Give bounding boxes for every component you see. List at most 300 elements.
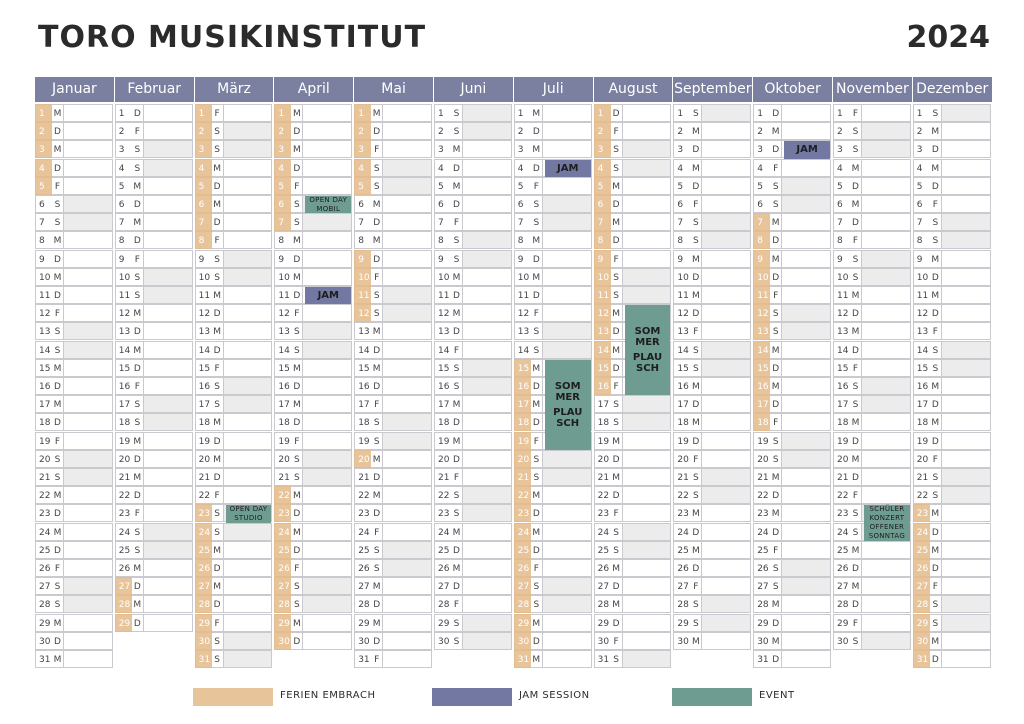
day-cell[interactable]: [701, 140, 751, 158]
day-cell[interactable]: [462, 632, 512, 650]
day-cell[interactable]: [63, 177, 113, 195]
day-cell[interactable]: [382, 541, 432, 559]
day-cell[interactable]: [622, 523, 672, 541]
day-cell[interactable]: [861, 213, 911, 231]
day-cell[interactable]: [941, 359, 991, 377]
day-cell[interactable]: [781, 304, 831, 322]
day-cell[interactable]: [861, 595, 911, 613]
day-cell[interactable]: [462, 140, 512, 158]
day-cell[interactable]: [622, 559, 672, 577]
day-cell[interactable]: [302, 559, 352, 577]
day-cell[interactable]: [63, 577, 113, 595]
day-cell[interactable]: [542, 213, 592, 231]
day-cell[interactable]: [143, 541, 193, 559]
day-cell[interactable]: [223, 322, 273, 340]
day-cell[interactable]: [941, 432, 991, 450]
day-cell[interactable]: [462, 359, 512, 377]
day-cell[interactable]: [941, 322, 991, 340]
day-cell[interactable]: [462, 523, 512, 541]
day-cell[interactable]: [542, 268, 592, 286]
day-cell[interactable]: [302, 304, 352, 322]
day-cell[interactable]: [781, 614, 831, 632]
day-cell[interactable]: [542, 632, 592, 650]
day-cell[interactable]: [781, 286, 831, 304]
day-cell[interactable]: [941, 595, 991, 613]
day-cell[interactable]: [701, 523, 751, 541]
day-cell[interactable]: [223, 432, 273, 450]
day-cell[interactable]: [781, 213, 831, 231]
day-cell[interactable]: [382, 268, 432, 286]
day-cell[interactable]: [861, 450, 911, 468]
day-cell[interactable]: [223, 104, 273, 122]
day-cell[interactable]: [861, 104, 911, 122]
day-cell[interactable]: [542, 250, 592, 268]
day-cell[interactable]: [941, 450, 991, 468]
day-cell[interactable]: [622, 159, 672, 177]
day-cell[interactable]: [542, 450, 592, 468]
day-cell[interactable]: [622, 450, 672, 468]
day-cell[interactable]: [861, 195, 911, 213]
day-cell[interactable]: [941, 250, 991, 268]
day-cell[interactable]: [143, 322, 193, 340]
day-cell[interactable]: [622, 413, 672, 431]
day-cell[interactable]: [382, 140, 432, 158]
day-cell[interactable]: [382, 177, 432, 195]
day-cell[interactable]: [941, 304, 991, 322]
day-cell[interactable]: [781, 195, 831, 213]
day-cell[interactable]: [223, 213, 273, 231]
day-cell[interactable]: [223, 468, 273, 486]
day-cell[interactable]: [63, 104, 113, 122]
day-cell[interactable]: [781, 632, 831, 650]
day-cell[interactable]: [382, 231, 432, 249]
day-cell[interactable]: [861, 341, 911, 359]
day-cell[interactable]: [542, 541, 592, 559]
day-cell[interactable]: [701, 359, 751, 377]
day-cell[interactable]: [302, 177, 352, 195]
day-cell[interactable]: [781, 177, 831, 195]
day-cell[interactable]: [781, 559, 831, 577]
day-cell[interactable]: [223, 177, 273, 195]
day-cell[interactable]: [302, 159, 352, 177]
day-cell[interactable]: [622, 250, 672, 268]
day-cell[interactable]: [223, 250, 273, 268]
day-cell[interactable]: [63, 523, 113, 541]
day-cell[interactable]: [941, 559, 991, 577]
day-cell[interactable]: [781, 504, 831, 522]
day-cell[interactable]: [542, 486, 592, 504]
day-cell[interactable]: [542, 286, 592, 304]
day-cell[interactable]: [223, 595, 273, 613]
day-cell[interactable]: [941, 177, 991, 195]
day-cell[interactable]: [941, 104, 991, 122]
day-cell[interactable]: [701, 595, 751, 613]
day-cell[interactable]: [462, 504, 512, 522]
day-cell[interactable]: [622, 140, 672, 158]
day-cell[interactable]: [223, 231, 273, 249]
day-cell[interactable]: [382, 195, 432, 213]
day-cell[interactable]: [701, 231, 751, 249]
day-cell[interactable]: [462, 450, 512, 468]
day-cell[interactable]: [861, 304, 911, 322]
day-cell[interactable]: [861, 268, 911, 286]
day-cell[interactable]: [701, 177, 751, 195]
jam-session-event[interactable]: JAM: [784, 141, 830, 158]
day-cell[interactable]: [781, 486, 831, 504]
calendar-event[interactable]: SCHÜLER KONZERT OFFENER SONNTAG: [864, 505, 910, 540]
day-cell[interactable]: [302, 468, 352, 486]
day-cell[interactable]: [302, 595, 352, 613]
day-cell[interactable]: [143, 195, 193, 213]
day-cell[interactable]: [143, 595, 193, 613]
day-cell[interactable]: [143, 523, 193, 541]
day-cell[interactable]: [861, 614, 911, 632]
day-cell[interactable]: [143, 450, 193, 468]
day-cell[interactable]: [622, 541, 672, 559]
day-cell[interactable]: [382, 377, 432, 395]
day-cell[interactable]: [382, 304, 432, 322]
day-cell[interactable]: [302, 122, 352, 140]
day-cell[interactable]: [861, 541, 911, 559]
day-cell[interactable]: [701, 213, 751, 231]
day-cell[interactable]: [302, 140, 352, 158]
day-cell[interactable]: [622, 632, 672, 650]
day-cell[interactable]: [382, 595, 432, 613]
day-cell[interactable]: [861, 468, 911, 486]
day-cell[interactable]: [63, 159, 113, 177]
day-cell[interactable]: [382, 213, 432, 231]
day-cell[interactable]: [302, 104, 352, 122]
day-cell[interactable]: [622, 577, 672, 595]
day-cell[interactable]: [143, 486, 193, 504]
day-cell[interactable]: [701, 377, 751, 395]
day-cell[interactable]: [781, 541, 831, 559]
day-cell[interactable]: [701, 504, 751, 522]
day-cell[interactable]: [63, 486, 113, 504]
day-cell[interactable]: [462, 268, 512, 286]
day-cell[interactable]: [223, 268, 273, 286]
calendar-event[interactable]: OPEN DAY STUDIO: [226, 505, 272, 522]
day-cell[interactable]: [622, 195, 672, 213]
day-cell[interactable]: [382, 122, 432, 140]
day-cell[interactable]: [701, 450, 751, 468]
day-cell[interactable]: [63, 304, 113, 322]
day-cell[interactable]: [542, 468, 592, 486]
day-cell[interactable]: [462, 304, 512, 322]
day-cell[interactable]: [302, 541, 352, 559]
day-cell[interactable]: [781, 650, 831, 668]
day-cell[interactable]: [941, 523, 991, 541]
day-cell[interactable]: [462, 432, 512, 450]
calendar-event[interactable]: OPEN DAY MOBIL: [305, 196, 351, 213]
day-cell[interactable]: [462, 486, 512, 504]
day-cell[interactable]: [462, 213, 512, 231]
day-cell[interactable]: [542, 122, 592, 140]
day-cell[interactable]: [462, 322, 512, 340]
day-cell[interactable]: [861, 322, 911, 340]
day-cell[interactable]: [781, 413, 831, 431]
day-cell[interactable]: [861, 559, 911, 577]
day-cell[interactable]: [542, 341, 592, 359]
day-cell[interactable]: [63, 413, 113, 431]
day-cell[interactable]: [781, 359, 831, 377]
day-cell[interactable]: [223, 195, 273, 213]
day-cell[interactable]: [701, 268, 751, 286]
day-cell[interactable]: [622, 213, 672, 231]
day-cell[interactable]: [382, 468, 432, 486]
day-cell[interactable]: [542, 231, 592, 249]
day-cell[interactable]: [302, 322, 352, 340]
day-cell[interactable]: [542, 595, 592, 613]
day-cell[interactable]: [63, 559, 113, 577]
day-cell[interactable]: [63, 359, 113, 377]
day-cell[interactable]: [781, 231, 831, 249]
day-cell[interactable]: [542, 195, 592, 213]
day-cell[interactable]: [63, 450, 113, 468]
day-cell[interactable]: [462, 104, 512, 122]
day-cell[interactable]: [462, 541, 512, 559]
day-cell[interactable]: [302, 486, 352, 504]
day-cell[interactable]: [63, 432, 113, 450]
day-cell[interactable]: [941, 614, 991, 632]
day-cell[interactable]: [382, 450, 432, 468]
day-cell[interactable]: [941, 213, 991, 231]
day-cell[interactable]: [622, 286, 672, 304]
day-cell[interactable]: [941, 159, 991, 177]
day-cell[interactable]: [302, 504, 352, 522]
day-cell[interactable]: [701, 304, 751, 322]
day-cell[interactable]: [781, 377, 831, 395]
day-cell[interactable]: [223, 632, 273, 650]
day-cell[interactable]: [701, 195, 751, 213]
day-cell[interactable]: [382, 104, 432, 122]
day-cell[interactable]: [462, 377, 512, 395]
day-cell[interactable]: [861, 250, 911, 268]
day-cell[interactable]: [143, 559, 193, 577]
day-cell[interactable]: [462, 231, 512, 249]
day-cell[interactable]: [781, 250, 831, 268]
day-cell[interactable]: [382, 650, 432, 668]
day-cell[interactable]: [223, 286, 273, 304]
day-cell[interactable]: [63, 231, 113, 249]
day-cell[interactable]: [382, 577, 432, 595]
day-cell[interactable]: [861, 413, 911, 431]
day-cell[interactable]: [701, 541, 751, 559]
day-cell[interactable]: [143, 140, 193, 158]
day-cell[interactable]: [63, 395, 113, 413]
day-cell[interactable]: [382, 523, 432, 541]
day-cell[interactable]: [941, 140, 991, 158]
calendar-event[interactable]: SOM MER PLAU SCH: [545, 360, 591, 450]
day-cell[interactable]: [781, 432, 831, 450]
day-cell[interactable]: [542, 614, 592, 632]
day-cell[interactable]: [302, 341, 352, 359]
day-cell[interactable]: [223, 577, 273, 595]
day-cell[interactable]: [63, 468, 113, 486]
day-cell[interactable]: [861, 359, 911, 377]
day-cell[interactable]: [382, 250, 432, 268]
day-cell[interactable]: [781, 468, 831, 486]
day-cell[interactable]: [302, 432, 352, 450]
day-cell[interactable]: [701, 104, 751, 122]
day-cell[interactable]: [382, 322, 432, 340]
day-cell[interactable]: [462, 159, 512, 177]
day-cell[interactable]: [63, 632, 113, 650]
day-cell[interactable]: [941, 468, 991, 486]
day-cell[interactable]: [781, 268, 831, 286]
day-cell[interactable]: [542, 504, 592, 522]
day-cell[interactable]: [63, 122, 113, 140]
day-cell[interactable]: [941, 486, 991, 504]
day-cell[interactable]: [861, 486, 911, 504]
day-cell[interactable]: [781, 341, 831, 359]
day-cell[interactable]: [941, 504, 991, 522]
day-cell[interactable]: [462, 595, 512, 613]
day-cell[interactable]: [63, 268, 113, 286]
day-cell[interactable]: [781, 104, 831, 122]
day-cell[interactable]: [622, 395, 672, 413]
day-cell[interactable]: [223, 122, 273, 140]
day-cell[interactable]: [302, 413, 352, 431]
day-cell[interactable]: [941, 577, 991, 595]
day-cell[interactable]: [781, 523, 831, 541]
day-cell[interactable]: [462, 614, 512, 632]
day-cell[interactable]: [462, 413, 512, 431]
day-cell[interactable]: [781, 122, 831, 140]
day-cell[interactable]: [781, 322, 831, 340]
day-cell[interactable]: [143, 268, 193, 286]
day-cell[interactable]: [542, 104, 592, 122]
day-cell[interactable]: [302, 231, 352, 249]
day-cell[interactable]: [622, 468, 672, 486]
day-cell[interactable]: [941, 377, 991, 395]
day-cell[interactable]: [382, 559, 432, 577]
day-cell[interactable]: [542, 140, 592, 158]
day-cell[interactable]: [63, 286, 113, 304]
day-cell[interactable]: [701, 159, 751, 177]
day-cell[interactable]: [861, 159, 911, 177]
day-cell[interactable]: [223, 140, 273, 158]
day-cell[interactable]: [382, 159, 432, 177]
day-cell[interactable]: [223, 486, 273, 504]
day-cell[interactable]: [861, 577, 911, 595]
day-cell[interactable]: [622, 595, 672, 613]
jam-session-event[interactable]: JAM: [545, 160, 591, 177]
day-cell[interactable]: [861, 632, 911, 650]
day-cell[interactable]: [941, 122, 991, 140]
day-cell[interactable]: [63, 650, 113, 668]
day-cell[interactable]: [143, 377, 193, 395]
day-cell[interactable]: [941, 268, 991, 286]
day-cell[interactable]: [622, 432, 672, 450]
day-cell[interactable]: [781, 595, 831, 613]
day-cell[interactable]: [302, 213, 352, 231]
day-cell[interactable]: [302, 250, 352, 268]
day-cell[interactable]: [622, 104, 672, 122]
day-cell[interactable]: [223, 159, 273, 177]
day-cell[interactable]: [861, 177, 911, 195]
day-cell[interactable]: [701, 322, 751, 340]
day-cell[interactable]: [542, 650, 592, 668]
day-cell[interactable]: [861, 231, 911, 249]
day-cell[interactable]: [861, 140, 911, 158]
day-cell[interactable]: [462, 195, 512, 213]
day-cell[interactable]: [622, 231, 672, 249]
day-cell[interactable]: [861, 122, 911, 140]
day-cell[interactable]: [63, 541, 113, 559]
day-cell[interactable]: [302, 377, 352, 395]
day-cell[interactable]: [223, 377, 273, 395]
day-cell[interactable]: [382, 504, 432, 522]
day-cell[interactable]: [63, 341, 113, 359]
day-cell[interactable]: [302, 523, 352, 541]
day-cell[interactable]: [302, 268, 352, 286]
day-cell[interactable]: [143, 104, 193, 122]
day-cell[interactable]: [382, 632, 432, 650]
day-cell[interactable]: [302, 577, 352, 595]
day-cell[interactable]: [781, 159, 831, 177]
day-cell[interactable]: [861, 377, 911, 395]
day-cell[interactable]: [462, 286, 512, 304]
day-cell[interactable]: [941, 231, 991, 249]
day-cell[interactable]: [143, 122, 193, 140]
day-cell[interactable]: [223, 413, 273, 431]
day-cell[interactable]: [941, 195, 991, 213]
day-cell[interactable]: [143, 432, 193, 450]
day-cell[interactable]: [462, 177, 512, 195]
day-cell[interactable]: [143, 577, 193, 595]
day-cell[interactable]: [542, 304, 592, 322]
day-cell[interactable]: [382, 486, 432, 504]
day-cell[interactable]: [941, 413, 991, 431]
day-cell[interactable]: [622, 177, 672, 195]
day-cell[interactable]: [143, 286, 193, 304]
day-cell[interactable]: [143, 159, 193, 177]
day-cell[interactable]: [302, 450, 352, 468]
day-cell[interactable]: [622, 122, 672, 140]
day-cell[interactable]: [223, 341, 273, 359]
day-cell[interactable]: [701, 395, 751, 413]
day-cell[interactable]: [382, 359, 432, 377]
day-cell[interactable]: [861, 395, 911, 413]
day-cell[interactable]: [781, 395, 831, 413]
day-cell[interactable]: [701, 486, 751, 504]
day-cell[interactable]: [63, 504, 113, 522]
day-cell[interactable]: [302, 632, 352, 650]
day-cell[interactable]: [701, 632, 751, 650]
day-cell[interactable]: [462, 122, 512, 140]
day-cell[interactable]: [63, 140, 113, 158]
day-cell[interactable]: [223, 304, 273, 322]
day-cell[interactable]: [542, 523, 592, 541]
day-cell[interactable]: [462, 395, 512, 413]
day-cell[interactable]: [701, 559, 751, 577]
day-cell[interactable]: [701, 413, 751, 431]
day-cell[interactable]: [143, 304, 193, 322]
day-cell[interactable]: [701, 250, 751, 268]
day-cell[interactable]: [462, 341, 512, 359]
day-cell[interactable]: [63, 322, 113, 340]
day-cell[interactable]: [622, 504, 672, 522]
day-cell[interactable]: [143, 504, 193, 522]
day-cell[interactable]: [941, 286, 991, 304]
day-cell[interactable]: [63, 213, 113, 231]
day-cell[interactable]: [382, 341, 432, 359]
day-cell[interactable]: [63, 377, 113, 395]
day-cell[interactable]: [63, 250, 113, 268]
jam-session-event[interactable]: JAM: [305, 287, 351, 304]
day-cell[interactable]: [701, 341, 751, 359]
